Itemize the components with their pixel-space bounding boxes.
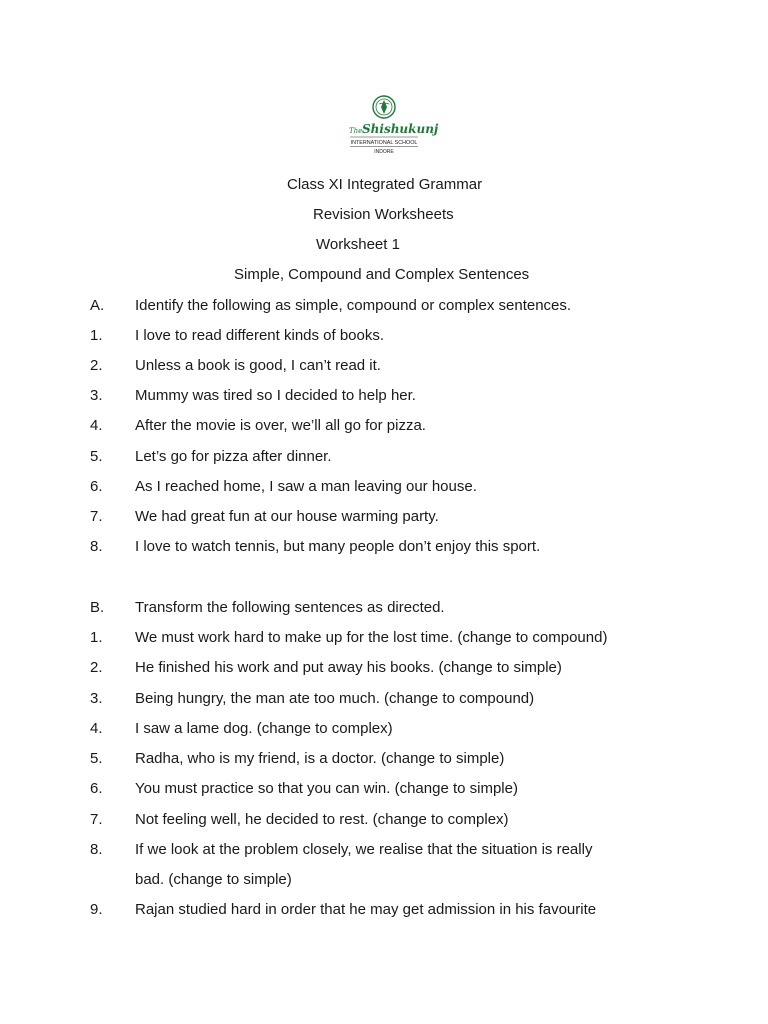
item-text: I love to watch tennis, but many people don’t enjoy this sport. — [135, 538, 541, 555]
item-text: If we look at the problem closely, we realise that the situation is really — [135, 841, 593, 858]
class-title: Class XI Integrated Grammar — [287, 176, 483, 193]
item-number: 4. — [90, 720, 103, 737]
item-text: After the movie is over, we’ll all go for pizza. — [135, 417, 426, 434]
item-text: Unless a book is good, I can’t read it. — [135, 357, 381, 374]
item-number: 3. — [90, 690, 103, 707]
section-marker: A. — [90, 297, 105, 314]
svg-text:INDORE: INDORE — [374, 149, 394, 155]
item-number: 9. — [90, 901, 103, 918]
item-text: Not feeling well, he decided to rest. (change to complex) — [135, 811, 509, 828]
svg-text:Shishukunj: Shishukunj — [362, 122, 439, 136]
item-number: 1. — [90, 327, 103, 344]
worksheet-number: Worksheet 1 — [316, 236, 400, 253]
section-marker: B. — [90, 599, 105, 616]
item-text: We had great fun at our house warming party. — [135, 508, 439, 525]
item-number: 8. — [90, 841, 103, 858]
item-text: He finished his work and put away his books. (change to simple) — [135, 659, 562, 676]
topic-title: Simple, Compound and Complex Sentences — [234, 266, 530, 283]
item-text: Rajan studied hard in order that he may get admission in his favourite — [135, 901, 597, 918]
section-instruction: Transform the following sentences as directed. — [135, 599, 445, 616]
item-number: 1. — [90, 629, 103, 646]
item-text: Let’s go for pizza after dinner. — [135, 448, 332, 465]
item-number: 5. — [90, 448, 103, 465]
item-number: 3. — [90, 387, 103, 404]
item-text: We must work hard to make up for the lost time. (change to compound) — [135, 629, 608, 646]
item-number: 6. — [90, 780, 103, 797]
worksheet-subtitle: Revision Worksheets — [313, 206, 454, 223]
item-text: Radha, who is my friend, is a doctor. (change to simple) — [135, 750, 505, 767]
section-instruction: Identify the following as simple, compound or complex sentences. — [135, 297, 572, 314]
school-logo — [346, 92, 439, 155]
item-number: 7. — [90, 508, 103, 525]
item-number: 7. — [90, 811, 103, 828]
item-number: 2. — [90, 357, 103, 374]
item-number: 5. — [90, 750, 103, 767]
svg-text:INTERNATIONAL SCHOOL: INTERNATIONAL SCHOOL — [350, 140, 418, 146]
svg-text:The: The — [349, 127, 363, 135]
item-text: Being hungry, the man ate too much. (change to compound) — [135, 690, 535, 707]
item-number: 6. — [90, 478, 103, 495]
item-text: I saw a lame dog. (change to complex) — [135, 720, 393, 737]
item-number: 8. — [90, 538, 103, 555]
item-text: As I reached home, I saw a man leaving our house. — [135, 478, 477, 495]
item-text: You must practice so that you can win. (change to simple) — [135, 780, 518, 797]
item-number: 4. — [90, 417, 103, 434]
item-number: 2. — [90, 659, 103, 676]
item-text: bad. (change to simple) — [135, 871, 292, 888]
item-text: Mummy was tired so I decided to help her. — [135, 387, 416, 404]
item-text: I love to read different kinds of books. — [135, 327, 385, 344]
